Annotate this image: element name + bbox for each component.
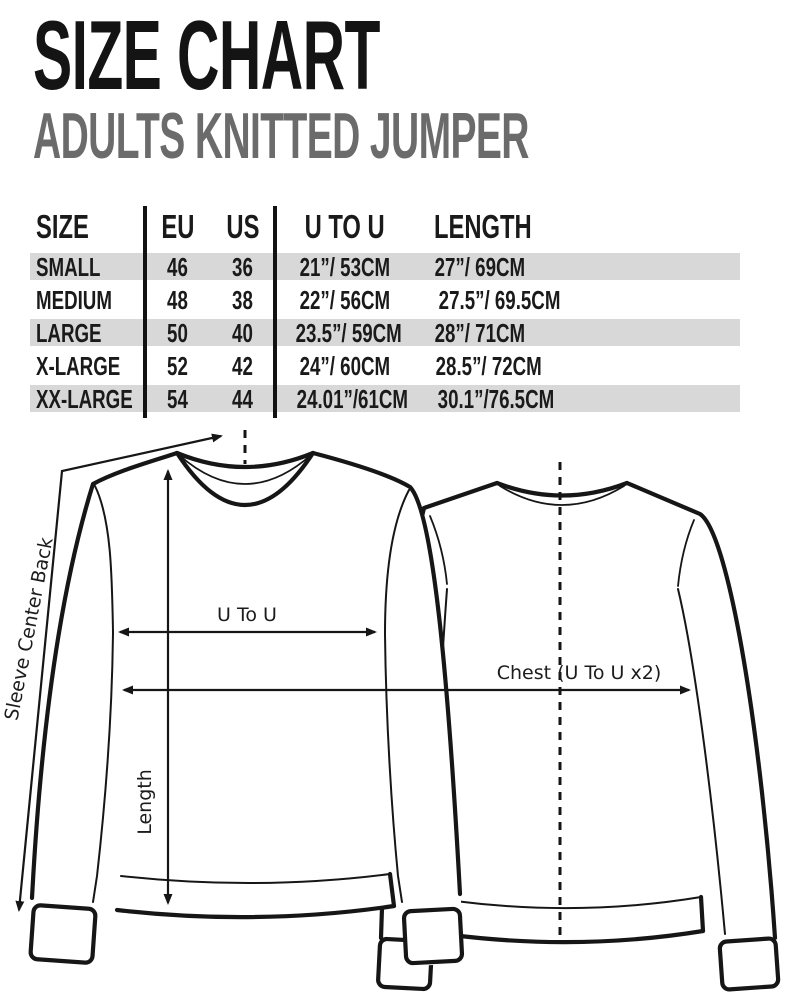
cell-length: 28”/ 71CM bbox=[434, 317, 526, 348]
page-title-text: SIZE CHART bbox=[33, 0, 380, 110]
cell-eu: 54 bbox=[167, 383, 188, 414]
size-table bbox=[30, 203, 740, 415]
front-left-cuff bbox=[30, 905, 96, 963]
cell-size: X-LARGE bbox=[36, 350, 121, 381]
jumper-measurement-diagram bbox=[0, 424, 788, 994]
header-length: LENGTH bbox=[433, 208, 532, 245]
table-divider-line-2 bbox=[273, 206, 277, 418]
sleeve-center-back-label: Sleeve Center Back bbox=[0, 535, 58, 723]
table-row-medium bbox=[30, 283, 740, 316]
u-to-u-label: U To U bbox=[217, 604, 277, 626]
cell-eu: 52 bbox=[167, 350, 188, 381]
front-right-cuff bbox=[404, 909, 463, 964]
cell-size: SMALL bbox=[36, 251, 101, 282]
back-right-cuff bbox=[719, 938, 778, 990]
cell-size: XX-LARGE bbox=[36, 383, 133, 414]
cell-us: 36 bbox=[232, 251, 253, 282]
chest-label: Chest (U To U x2) bbox=[496, 662, 662, 684]
header-size: SIZE bbox=[36, 208, 89, 245]
table-divider-line-1 bbox=[143, 206, 147, 418]
cell-us: 40 bbox=[232, 317, 253, 348]
cell-eu: 46 bbox=[167, 251, 188, 282]
cell-u-to-u: 22”/ 56CM bbox=[299, 284, 391, 315]
table-row-x-large bbox=[30, 349, 740, 382]
cell-length: 27”/ 69CM bbox=[434, 251, 526, 282]
cell-u-to-u: 24.01”/61CM bbox=[296, 383, 409, 414]
cell-size: MEDIUM bbox=[36, 284, 112, 315]
cell-us: 42 bbox=[232, 350, 253, 381]
header-eu: EU bbox=[160, 208, 195, 245]
header-us: US bbox=[225, 208, 260, 245]
length-label: Length bbox=[134, 769, 156, 835]
cell-length: 30.1”/76.5CM bbox=[437, 383, 555, 414]
cell-us: 44 bbox=[232, 383, 253, 414]
cell-size: LARGE bbox=[36, 317, 102, 348]
cell-us: 38 bbox=[232, 284, 253, 315]
cell-u-to-u: 24”/ 60CM bbox=[299, 350, 391, 381]
page-subtitle bbox=[33, 99, 788, 172]
page-subtitle-text: ADULTS KNITTED JUMPER bbox=[33, 99, 529, 172]
cell-eu: 50 bbox=[167, 317, 188, 348]
cell-length: 27.5”/ 69.5CM bbox=[438, 284, 561, 315]
cell-u-to-u: 21”/ 53CM bbox=[299, 251, 391, 282]
header-u-to-u: U TO U bbox=[304, 208, 386, 245]
table-row-xx-large bbox=[30, 382, 740, 415]
cell-length: 28.5”/ 72CM bbox=[435, 350, 542, 381]
cell-eu: 48 bbox=[167, 284, 188, 315]
table-row-small bbox=[30, 250, 740, 283]
table-header-row bbox=[30, 203, 740, 250]
table-row-large bbox=[30, 316, 740, 349]
page-title bbox=[33, 0, 611, 110]
cell-u-to-u: 23.5”/ 59CM bbox=[295, 317, 402, 348]
